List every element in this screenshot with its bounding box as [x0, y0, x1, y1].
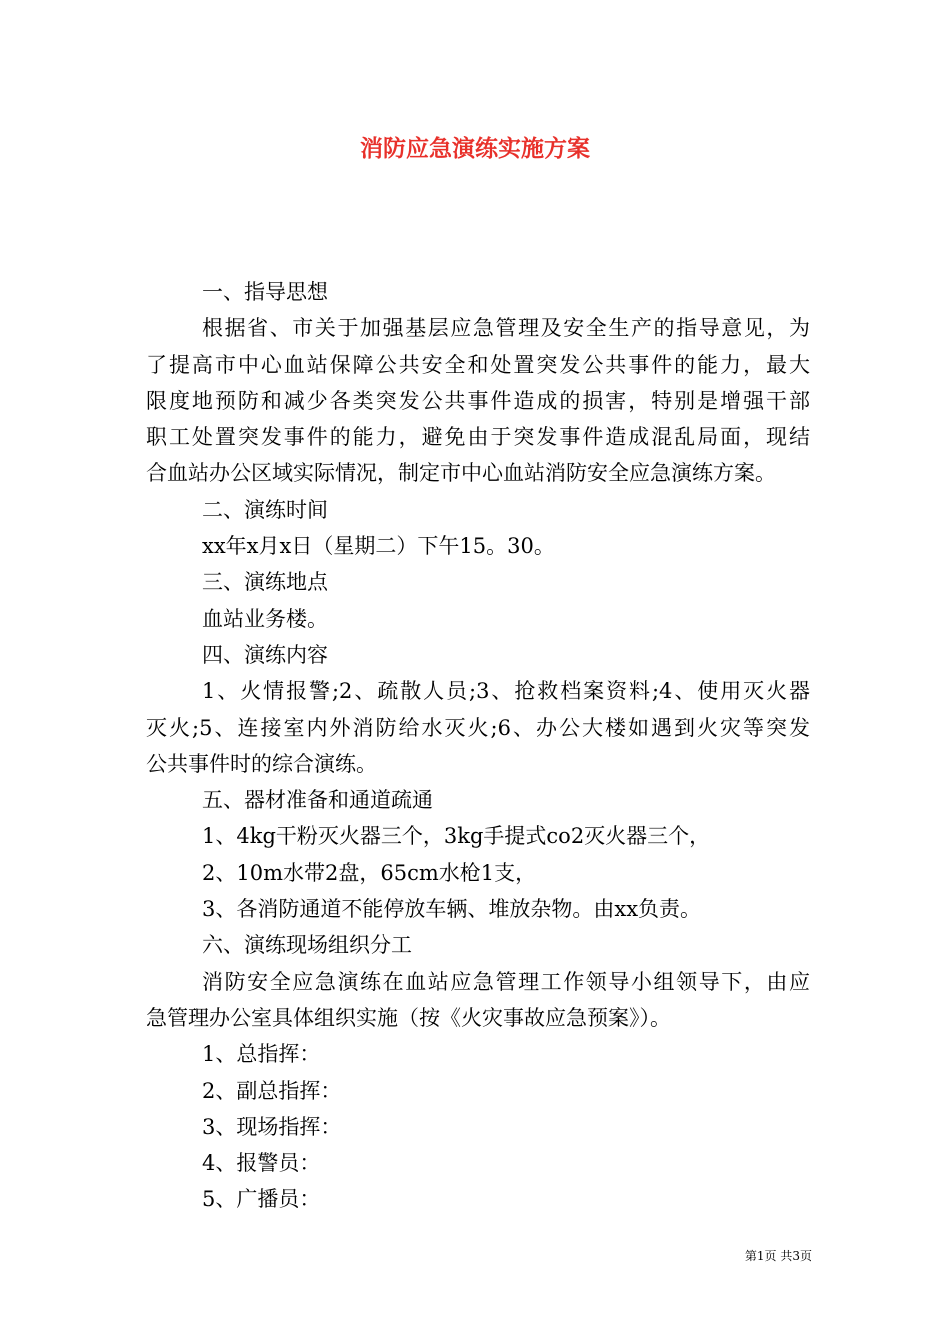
list-item: 3、现场指挥：	[202, 1114, 342, 1139]
paragraph-line: 根据省、市关于加强基层应急管理及安全生产的指导意见，为	[202, 316, 810, 341]
section-heading-organization: 六、演练现场组织分工	[202, 933, 412, 958]
paragraph-line: 职工处置突发事件的能力，避免由于突发事件造成混乱局面，现结	[146, 425, 810, 450]
document-body	[146, 274, 810, 1218]
paragraph-line: 血站业务楼。	[202, 606, 328, 631]
section-heading-guiding-ideology: 一、指导思想	[202, 280, 328, 304]
list-item: 1、4kg干粉灭火器三个，3kg手提式co2灭火器三个，	[202, 824, 711, 849]
paragraph-line: 合血站办公区域实际情况，制定市中心血站消防安全应急演练方案。	[146, 461, 776, 486]
list-item: 5、广播员：	[202, 1187, 321, 1212]
section-heading-drill-content: 四、演练内容	[202, 642, 328, 667]
paragraph-line: 消防安全应急演练在血站应急管理工作领导小组领导下，由应	[202, 969, 810, 994]
paragraph-line: xx年x月x日（星期二）下午15。30。	[202, 534, 555, 559]
paragraph-line: 公共事件时的综合演练。	[146, 751, 377, 776]
list-item: 3、各消防通道不能停放车辆、堆放杂物。由xx负责。	[202, 897, 702, 922]
section-heading-drill-location: 三、演练地点	[202, 570, 328, 595]
paragraph-line: 1、火情报警;2、疏散人员;3、抢救档案资料;4、使用灭火器	[202, 679, 810, 704]
section-heading-drill-time: 二、演练时间	[202, 497, 328, 522]
paragraph-line: 了提高市中心血站保障公共安全和处置突发公共事件的能力，最大	[146, 352, 810, 377]
section-heading-equipment: 五、器材准备和通道疏通	[202, 788, 433, 813]
paragraph-line: 灭火;5、连接室内外消防给水灭火;6、办公大楼如遇到火灾等突发	[146, 715, 810, 740]
paragraph-line: 急管理办公室具体组织实施（按《火灾事故应急预案》）。	[146, 1005, 671, 1030]
page-number-footer: 第1页 共3页	[744, 1249, 812, 1263]
list-item: 1、总指挥：	[202, 1042, 321, 1067]
list-item: 4、报警员：	[202, 1151, 321, 1176]
list-item: 2、副总指挥：	[202, 1078, 342, 1103]
document-title: 消防应急演练实施方案	[360, 135, 590, 162]
paragraph-line: 限度地预防和减少各类突发公共事件造成的损害，特别是增强干部	[146, 388, 810, 413]
list-item: 2、10m水带2盘，65cm水枪1支，	[202, 860, 537, 885]
